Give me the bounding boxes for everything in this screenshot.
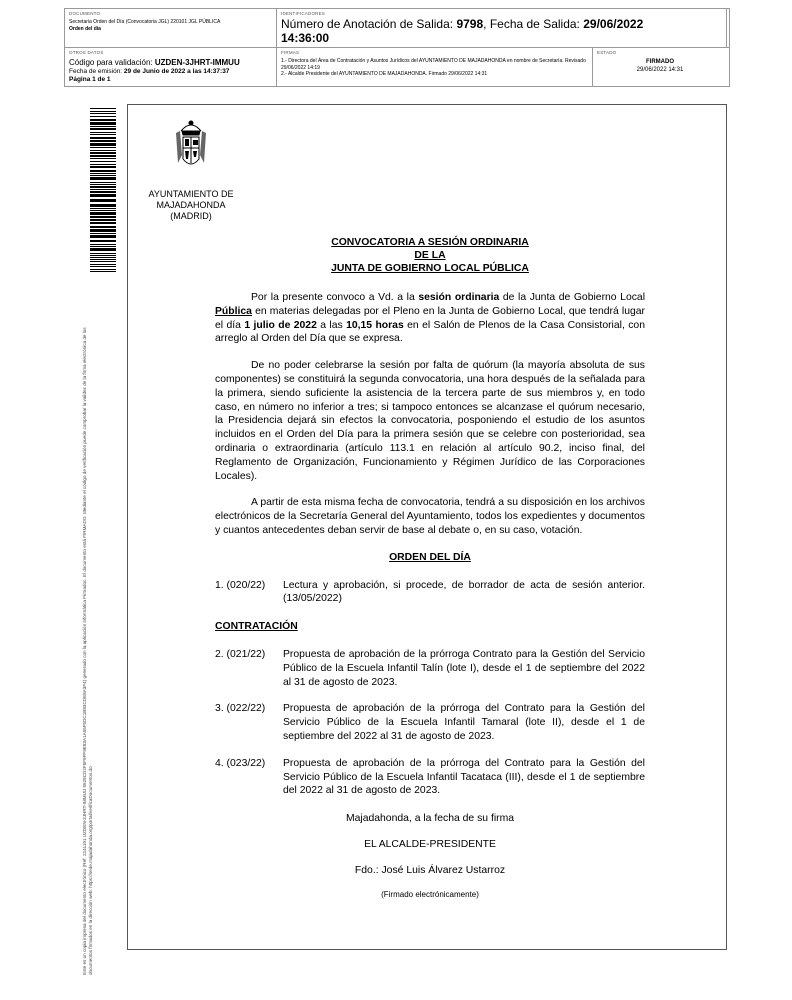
paragraph-quorum: De no poder celebrarse la sesión por falta de quórum (la mayoría absoluta de sus componentes) se constituirá la segunda convocatoria, una hora después de la señalada para la primera, siendo suficiente la asistencia de la tercera parte de sus miembros y, en todo caso, en número no inferior a tres; si tampoco entonces se alcanzase el quórum necesario, la Presidencia dejará sin efectos la convocatoria, posponiendo el estudio de los asuntos incluidos en el Orden del Día para la primera sesión que se celebre con posterioridad, sea ordinaria o extraordinaria (artículo 113.1 en relación al artículo 90.2, inciso final, del Reglamento de Organización, Funcionamiento y Régimen Jurídico de las Corporaciones Locales). [215,360,645,482]
agenda-item-number: 3. (022/22) [215,703,266,715]
document-body [215,236,645,901]
estado-cell [593,48,727,86]
documento-label: DOCUMENTO [69,11,101,16]
convocatoria-title-3: JUNTA DE GOBIERNO LOCAL PÚBLICA [331,263,529,274]
coat-of-arms-logo [172,117,210,183]
firma-2: 2.- Alcalde Presidente del AYUNTAMIENTO DE MAJADAHONDA. Firmado 29/06/2022 14:31 [281,71,488,77]
otros-datos-cell [65,48,277,86]
ayuntamiento-name [140,189,242,222]
firma-1: 1.- Directora del Área de Contratación y Asuntos Jurídicos del AYUNTAMIENTO DE MAJADAHONDA en nombre de Secretaría. Revisado 29/06/2022 14:19 [281,58,586,71]
orden-del-dia-title: ORDEN DEL DÍA [389,551,471,563]
agenda-item-number: 1. (020/22) [215,579,266,591]
fecha-emision: Fecha de emisión: 29 de Junio de 2022 a las 14:37:37 [69,67,230,75]
agenda-item-text: Propuesta de aprobación de la prórroga del Contrato para la Gestión del Servicio Público de la Escuela Infantil Tacataca (III), desde el 1 de septiembre del 2022 al 31 de agosto de 2023. [283,757,645,797]
section-contratacion: CONTRATACIÓN [215,621,298,633]
side-verification-text: Este es un copia impresa del documento electrónico (Ref: 2241191 UZDEN-3JHRT-IMMUU 5528CD2F5F9FF9E83A1A55F5DC1B83CDE8A3F4) generado con la aplicación informática Firmadoc. El documento está FIRMADO. Mediante el código de verificación puede comprobar la validez de la firma electrónica de los documentos firmados en la dirección web: https://sede.majadahonda.org/portal/verificaDocumentos.do [82,327,93,975]
identificadores-cell [277,9,727,47]
documento-line1: Secretaria Orden del Día (Convocatoria JGL) 220101 JGL PÚBLICA [69,19,221,25]
agenda-item-number: 4. (023/22) [215,757,266,769]
documento-line2: Orden del día [69,25,101,32]
barcode-image [90,108,116,273]
agenda-item [215,757,645,798]
estado-fecha: 29/06/2022 14:31 [636,67,684,73]
document-header [64,8,730,87]
closing-place: Majadahonda, a la fecha de su firma [345,813,515,825]
paragraph-archivos: A partir de esta misma fecha de convocatoria, tendrá a su disposición en los archivos electrónicos de la Secretaría General del Ayuntamiento, todos los expedientes y documentos y cuantos antecedentes deban servir de base al debate o, en su caso, votación. [215,497,645,536]
ayuntamiento-line2: MAJADAHONDA [156,200,226,210]
convocatoria-title-1: CONVOCATORIA A SESIÓN ORDINARIA [331,237,529,248]
agenda-item-text: Lectura y aprobación, si procede, de borrador de acta de sesión anterior. (13/05/2022) [283,579,645,605]
anotacion-salida: Número de Anotación de Salida: 9798, Fecha de Salida: 29/06/2022 14:36:00 [281,17,644,45]
closing-note: (Firmado electrónicamente) [381,889,479,899]
agenda-item-number: 2. (021/22) [215,648,266,660]
firmas-label: FIRMAS [281,50,300,55]
ayuntamiento-line3: (MADRID) [170,211,212,221]
codigo-validacion: Código para validación: UZDEN-3JHRT-IMMUU [69,58,240,67]
agenda-item-text: Propuesta de aprobación de la prórroga Contrato para la Gestión del Servicio Público de la Escuela Infantil Talín (lote I), desde el 1 de septiembre del 2022 al 31 de agosto de 2023. [283,648,645,688]
convocatoria-title-2: DE LA [414,250,446,261]
estado-label: ESTADO [597,50,617,55]
agenda-item [215,579,645,607]
firmas-cell [277,48,593,86]
agenda-item-text: Propuesta de aprobación de la prórroga del Contrato para la Gestión del Servicio Público de la Escuela Infantil Tamaral (lote II), desde el 1 de septiembre del 2022 al 31 de agosto de 2023. [283,703,645,742]
documento-cell [65,9,277,47]
estado-value: FIRMADO [646,59,674,65]
paragraph-convocatoria: Por la presente convoco a Vd. a la sesión ordinaria de la Junta de Gobierno Local Pública en materias delegadas por el Pleno en la Junta de Gobierno Local, que tendrá lugar el día 1 julio de 2022 a las 10,15 horas en el Salón de Plenos de la Casa Consistorial, con arreglo al Orden del Día que se expresa. [215,292,646,345]
agenda-item [215,648,645,689]
identificadores-label: IDENTIFICADORES [281,11,326,16]
pagina-info: Página 1 de 1 [69,75,111,83]
ayuntamiento-line1: AYUNTAMIENTO DE [148,189,234,199]
otros-label: OTROS DATOS [69,50,104,55]
closing-signer: Fdo.: José Luis Álvarez Ustarroz [354,864,506,876]
closing-role: EL ALCALDE-PRESIDENTE [364,838,496,850]
agenda-item [215,702,645,743]
